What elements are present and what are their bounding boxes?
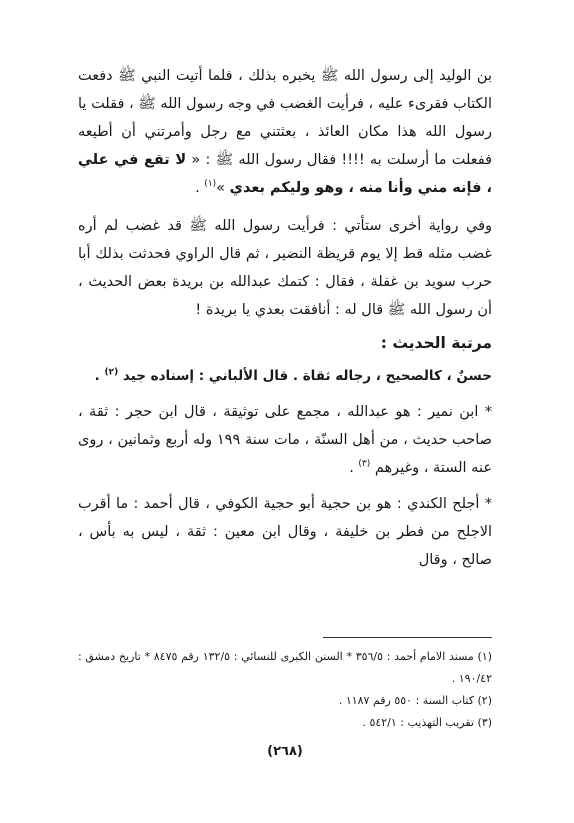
footnote-2: (٢) كتاب السنة : ٥٥٠ رقم ١١٨٧ . (338, 694, 492, 707)
hadith-grade (78, 362, 492, 390)
paragraph-3-text: * ابن نمير : هو عبدالله ، مجمع على توثيقة ، قال ابن حجر : ثقة ، صاحب حديث ، من أهل السنّة ، مات سنة ١٩٩ وله أربع وثمانين ، روى عنه الستة ، وغيرهم (78, 404, 492, 476)
page-number: (٢٦٨) (267, 744, 303, 759)
grade-tail: . (94, 368, 105, 384)
paragraph-3 (78, 398, 492, 482)
paragraph-4: * أجلح الكندي : هو بن حجية أبو حجية الكوفي ، قال أحمد : ما أقرب الاجلح من فطر بن خليفة ، وقال ابن معين : ثقة ، ليس به بأس ، صالح ، وقال (78, 496, 492, 568)
hadith-quote: لا تقع في علي ، فإنه مني وأنا منه ، وهو وليكم بعدي (78, 152, 492, 196)
paragraph-2: وفي رواية أخرى ستأتي : فرأيت رسول الله ﷺ قد غضب لم أره غضب مثله قط إلا يوم قريظة النضير ، ثم قال الراوي فحدثت بذلك أبا حرب سويد بن غفلة ، فقال : كتمك عبدالله بن بريدة بعض الحديث ، أن رسول الله ﷺ قال له : أنافقت بعدي يا بريدة ! (78, 218, 492, 318)
footnote-ref-2[interactable]: (٢) (104, 367, 119, 378)
quote-close: » (216, 180, 226, 196)
footnote-1: (١) مسند الامام أحمد : ٣٥٦/٥ * السنن الكبرى للنسائي : ١٣٢/٥ رقم ٨٤٧٥ * تاريخ دمشق : ١٩٠/٤٢ . (78, 650, 493, 685)
footnote-3: (٣) تقريب التهذيب : ٥٤٢/١ . (362, 716, 492, 729)
page-content (78, 62, 492, 802)
grade-text: حسنٌ ، كالصحيح ، رجاله ثقاة . قال الألباني : إسناده جيد (122, 368, 492, 384)
section-heading: مرتبة الحديث : (380, 334, 492, 352)
footnote-ref-1[interactable]: (١) (204, 179, 217, 190)
paragraph-1 (78, 62, 492, 202)
paragraph-3-tail: . (349, 460, 359, 476)
footnotes (78, 646, 492, 734)
footnote-ref-3[interactable]: (٣) (358, 459, 371, 470)
paragraph-1-tail: . (195, 180, 205, 196)
footnote-divider (323, 637, 492, 638)
paragraph-1-text: بن الوليد إلى رسول الله ﷺ يخبره بذلك ، فلما أتيت النبي ﷺ دفعت الكتاب فقرىء عليه ، فرأيت الغضب في وجه رسول الله ﷺ ، فقلت يا رسول الله هذا مكان العائذ ، بعثتني مع رجل وأمرتني أن أطيعه ففعلت ما أرسلت به !!!! فقال رسول الله ﷺ : « (78, 68, 493, 168)
